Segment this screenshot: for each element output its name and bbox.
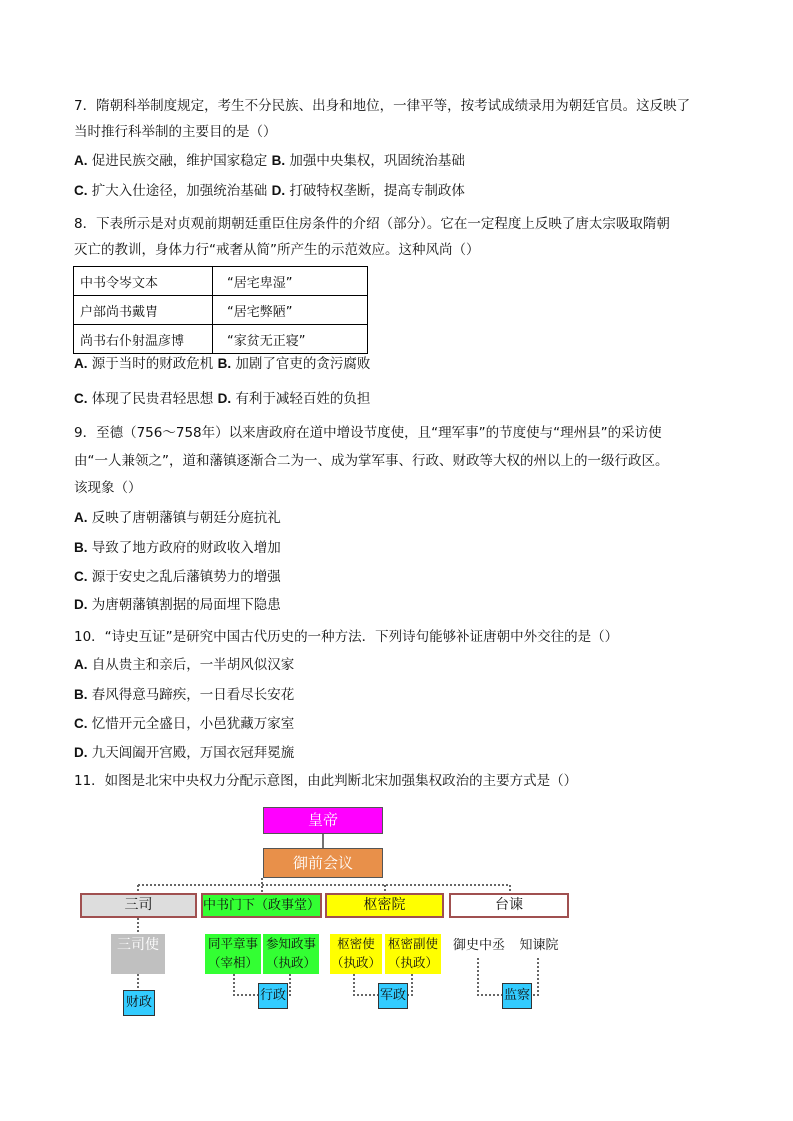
q10-option-a: A. 自从贵主和亲后，一半胡风似汉家: [74, 657, 295, 673]
q10-stem-line1: 10．“诗史互证”是研究中国古代历史的一种方法．下列诗句能够补证唐朝中外交往的是（）: [74, 629, 619, 645]
jiancha-box: 监察: [502, 983, 532, 1009]
council-box: 御前会议: [263, 848, 383, 878]
shumifu-box: [385, 934, 441, 974]
q9-option-a: A. 反映了唐朝藩镇与朝廷分庭抗礼: [74, 510, 281, 526]
junzheng-box: 军政: [378, 983, 408, 1009]
table-cell: 尚书右仆射温彦博: [74, 325, 213, 354]
caizheng-box: 财政: [123, 990, 155, 1016]
table-cell: 户部尚书戴胄: [74, 296, 213, 325]
table-cell: 中书令岑文本: [74, 267, 213, 296]
canzhi-subtitle: （执政）: [265, 955, 316, 970]
yushi-label: 御史中丞: [452, 938, 505, 953]
q9-stem-line1: 9．至德（756～758年）以来唐政府在道中增设节度使，且“理军事”的节度使与“理州县”的采访使: [74, 425, 662, 441]
q9-option-b: B. 导致了地方政府的财政收入增加: [74, 540, 281, 556]
tongping-title: 同平章事: [207, 936, 258, 951]
q8-stem-line2: 灭亡的教训，身体力行“戒奢从简”所产生的示范效应。这种风尚（）: [74, 242, 480, 258]
q9-stem-line3: 该现象（）: [74, 480, 142, 496]
shumishi-subtitle: （执政）: [330, 955, 381, 970]
q9-option-c: C. 源于安史之乱后藩镇势力的增强: [74, 569, 281, 585]
q7-stem-line1: 7．隋朝科举制度规定，考生不分民族、出身和地位，一律平等，按考试成绩录用为朝廷官员。这反映了: [74, 98, 691, 114]
shumifu-subtitle: （执政）: [387, 955, 438, 970]
shumishi-box: [330, 934, 382, 974]
q8-options-cd: C. 体现了民贵君轻思想 D. 有利于减轻百姓的负担: [74, 391, 371, 407]
q9-option-d: D. 为唐朝藩镇割据的局面埋下隐患: [74, 597, 281, 613]
q10-option-b: B. 春风得意马蹄疾，一日看尽长安花: [74, 687, 295, 703]
table-cell: “家贫无正寝”: [213, 325, 368, 354]
taijian-box: 台谏: [449, 893, 569, 918]
tongping-subtitle: （宰相）: [207, 955, 258, 970]
q7-stem-line2: 当时推行科举制的主要目的是（）: [74, 124, 277, 140]
table-cell: “居宅卑湿”: [213, 267, 368, 296]
sansi-shi-box: 三司使: [111, 934, 165, 974]
tongping-box: [205, 934, 261, 974]
q8-stem-line1: 8．下表所示是对贞观前期朝廷重臣住房条件的介绍（部分）。它在一定程度上反映了唐太宗吸取隋朝: [74, 216, 670, 232]
shumishi-title: 枢密使: [337, 936, 375, 951]
xingzheng-box: 行政: [258, 983, 288, 1009]
q10-option-d: D. 九天阊阖开宫殿，万国衣冠拜冕旒: [74, 745, 295, 761]
q11-stem-line1: 11．如图是北宋中央权力分配示意图，由此判断北宋加强集权政治的主要方式是（）: [74, 773, 578, 789]
q8-options-ab: A. 源于当时的财政危机 B. 加剧了官吏的贪污腐败: [74, 356, 371, 372]
emperor-box: 皇帝: [263, 807, 383, 834]
zhongshu-box: 中书门下（政事堂）: [201, 893, 322, 918]
shumifu-title: 枢密副使: [387, 936, 438, 951]
sansi-box: 三司: [80, 893, 197, 918]
canzhi-title: 参知政事: [265, 936, 316, 951]
table-cell: “居宅弊陋”: [213, 296, 368, 325]
q10-option-c: C. 忆惜开元全盛日，小邑犹藏万家室: [74, 716, 295, 732]
q7-options-cd: C. 扩大入仕途径，加强统治基础 D. 打破特权垄断，提高专制政体: [74, 183, 465, 199]
q9-stem-line2: 由“一人兼领之”，道和藩镇逐渐合二为一、成为掌军事、行政、财政等大权的州以上的一级行政区。: [74, 453, 669, 469]
zhijian-label: 知谏院: [519, 938, 559, 953]
q7-options-ab: A. 促进民族交融，维护国家稳定 B. 加强中央集权，巩固统治基础: [74, 153, 465, 169]
canzhi-box: [263, 934, 319, 974]
shumi-box: 枢密院: [325, 893, 444, 918]
